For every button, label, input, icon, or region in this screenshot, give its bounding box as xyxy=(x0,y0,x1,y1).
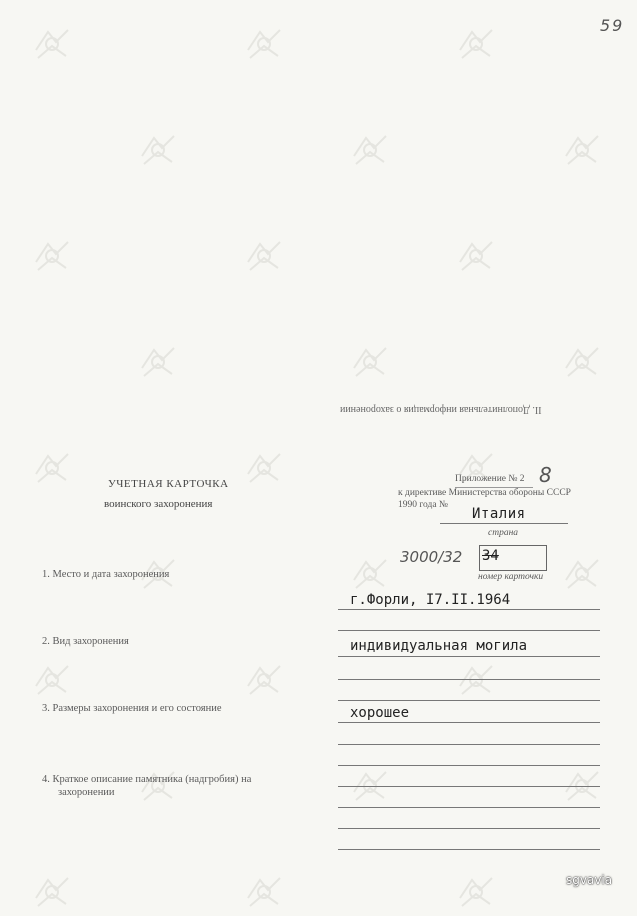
card-number-value: 34 xyxy=(482,548,499,564)
card-subtitle: воинского захоронения xyxy=(104,498,213,510)
pattern-emblem-icon xyxy=(452,444,500,492)
pattern-emblem-icon xyxy=(558,550,606,598)
pattern-emblem-icon xyxy=(558,126,606,174)
card-number-caption: номер карточки xyxy=(478,572,544,582)
pattern-emblem-icon xyxy=(240,232,288,280)
card-number-handwritten: 3000/32 xyxy=(400,548,463,566)
site-watermark: sgvavia xyxy=(566,873,613,887)
field-2-value: индивидуальная могила xyxy=(350,638,528,654)
pattern-emblem-icon xyxy=(134,762,182,810)
pattern-emblem-icon xyxy=(346,338,394,386)
pattern-emblem-icon xyxy=(346,126,394,174)
line-2b xyxy=(338,679,600,680)
pattern-emblem-icon xyxy=(134,126,182,174)
appendix-handwritten-number: 8 xyxy=(539,463,552,487)
pattern-emblem-icon xyxy=(346,550,394,598)
line-4c xyxy=(338,828,600,829)
pattern-emblem-icon xyxy=(28,656,76,704)
flipped-section-heading: II. Дополнительная информация о захоронении xyxy=(340,404,542,415)
appendix-directive-line1: к директиве Министерства обороны СССР xyxy=(398,488,571,498)
pattern-emblem-icon xyxy=(28,444,76,492)
pattern-emblem-icon xyxy=(28,232,76,280)
pattern-emblem-icon xyxy=(240,20,288,68)
line-2a xyxy=(338,656,600,657)
field-4-label-line1: 4. Краткое описание памятника (надгробия) на xyxy=(42,774,252,785)
country-underline xyxy=(440,523,568,524)
pattern-emblem-icon xyxy=(240,868,288,916)
pattern-emblem-icon xyxy=(452,656,500,704)
line-2c xyxy=(338,700,600,701)
pattern-emblem-icon xyxy=(240,656,288,704)
card-title: УЧЕТНАЯ КАРТОЧКА xyxy=(108,478,229,490)
line-3a xyxy=(338,722,600,723)
page-number: 59 xyxy=(600,16,625,35)
line-3b xyxy=(338,744,600,745)
pattern-emblem-icon xyxy=(240,444,288,492)
appendix-directive-line2: 1990 года № xyxy=(398,500,449,510)
pattern-emblem-icon xyxy=(28,868,76,916)
line-4d xyxy=(338,849,600,850)
country-value: Италия xyxy=(472,506,526,522)
field-3-value: хорошее xyxy=(350,705,410,721)
line-3c xyxy=(338,765,600,766)
line-4b xyxy=(338,807,600,808)
line-1a xyxy=(338,609,600,610)
pattern-emblem-icon xyxy=(134,338,182,386)
pattern-emblem-icon xyxy=(452,20,500,68)
field-3-label: 3. Размеры захоронения и его состояние xyxy=(42,703,222,714)
pattern-emblem-icon xyxy=(452,232,500,280)
appendix-label: Приложение № 2 xyxy=(455,474,525,484)
country-caption: страна xyxy=(488,528,519,538)
field-1-value: г.Форли, I7.II.1964 xyxy=(350,592,511,608)
line-1b xyxy=(338,630,600,631)
field-4-label-line2: захоронении xyxy=(58,787,115,798)
pattern-emblem-icon xyxy=(558,338,606,386)
field-2-label: 2. Вид захоронения xyxy=(42,636,129,647)
line-4a xyxy=(338,786,600,787)
pattern-emblem-icon xyxy=(28,20,76,68)
field-1-label: 1. Место и дата захоронения xyxy=(42,569,170,580)
pattern-emblem-icon xyxy=(452,868,500,916)
